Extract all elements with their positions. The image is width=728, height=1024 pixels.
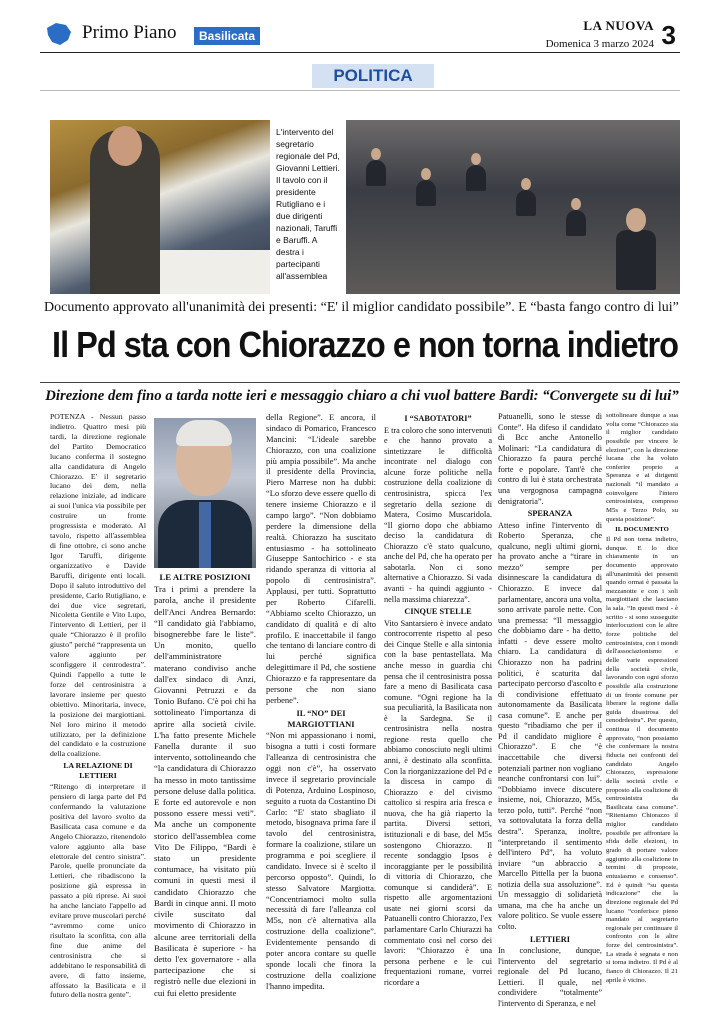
paragraph: Il Pd non torna indietro, dunque. E lo dice chiaramente in un documento approvato all'unanimità dei presenti quando ormai è passata la mezzanotte e con i soli margiottiani che lasciano la sala. “In questi mesi - è scritto - si sono susseguite interlocuzioni con le altre forze politiche del centrosinistra, con i mondi dell'associazionismo e delle varie espressioni della società civile, lavorando con ogni sforzo possibile alla costruzione di un fronte comune per liberare la regione dalla guida disastrosa del cenodrdestra”. Per questo, continua il documento approvato, “non possiamo che confermare la nostra fiducia nei confronti del candidato Angelo Chiorazzo, espressione della società civile e proposto alla coalizione di centrosinistra da Basilicata casa comune”. “Riteniamo Chiorazzo il miglior candidato possibile per affrontare la sfida delle elezioni, in grado di portare valore aggiunto alla coalizione in termini di proposte, entusiasmo e consenso”. Ed è quindi “su questa indicazione” che la direzione regionale del Pd lucano “conferisce pieno mandato al segretario regionale per continuare il confronto con le altre forze del centrosinistra”. La strada è segnata e non si torna indietro. Il Pd è al fianco di Chiorazzo. Il 21 aprile è vicino.: [606, 535, 678, 984]
article-kicker: Documento approvato all'unanimità dei presenti: “E' il miglior candidato possibile”. E “basta fango contro di lui”: [44, 300, 679, 315]
subheading: CINQUE STELLE: [404, 607, 472, 617]
audience-figure: [616, 230, 656, 290]
subheading: LE ALTRE POSIZIONI: [159, 572, 251, 582]
audience-figure: [566, 210, 586, 236]
audience-figure: [416, 180, 436, 206]
paragraph: della Regione”. E ancora, il sindaco di Pomarico, Francesco Mancini: “L'ideale sarebbe Chiorazzo, con una coalizione più ampia possibile”. Ma anche il presidente della Provincia, Piero Marrese non ha dubbi: “Lo sforzo deve essere quello di tenere insieme Chiorazzo e il campo largo”. “Non dobbiamo perdere la dimensione della realtà. Chiorazzo ha suscitato entusiasmo - ha sottolineato Giuseppe Santochirico - e sta ridando speranza di vittoria al popolo di centrosinistra”. Applausi, per tutti. Soprattutto per Roberto Cifarelli. “Abbiamo scelto Chiorazzo, un candidato di qualità e di alto profilo. E inaccettabile il fango che tentano di lanciare contro di lui perché significa delegittimare il Pd, che sostiene Chiorazzo e fa rappresentare da persone che non siano perbene”.: [266, 412, 376, 705]
newspaper-name: LA NUOVA: [583, 18, 654, 33]
audience-figure: [516, 190, 536, 216]
subheading: I “SABOTATORI”: [404, 414, 472, 423]
article-column-2: [154, 570, 256, 999]
audience-face: [371, 148, 381, 160]
audience-figure: [466, 165, 486, 191]
basilicata-map-icon: [44, 20, 74, 48]
paragraph: Vito Santarsiero è invece andato controcorrente rispetto al peso dei Cinque Stelle e alla sintonia con la base pentastellata. Ma anche messo in guardia chi pensa che il centrosinistra possa fare a meno di Basilicata casa comune. “Ogni regione ha la sua peculiarità, la Basilicata non è la Sardegna. Se il centrosinistra nella nostra regione resta quello che abbiamo conosciuto negli ultimi anni, è destinato alla sconfitta. Con la riorganizzazione del Pd e la discesa in campo di Chiorazzo e del civismo cattolico si respira aria fresca e nuova, che ha già riaperto la partita. Diversi settori, istituzionali e di base, del M5s sostengono Chiorazzo. Il recente sondaggio Ipsos è incoraggiante per le possibilità di vittoria di Chiorazzo, che comunque si candiderà”. E rispetto alle argomentazioni usate nei giorni scorsi da Patuanelli contro Chiorazzo, l'ex parlamentare Carlo Chiurazzi ha commentato così nel corso dei lavori: “Chiorazzo è una persona perbene e le cui frequentazioni romane, vorrei ricordare a: [384, 618, 492, 987]
paragraph: POTENZA - Nessun passo indietro. Quattro mesi più tardi, la direzione regionale del Partito Democratico lucano conferma il sostegno alla candidatura di Angelo Chiorazzo. E' il segretario lucano dei dem, nella relazione iniziale, ad indicare ai suoi l'unica via possibile per costruire un fronte progressista e moderato. Al tavolo, rispetto all'assemblea di fine ottobre, ci sono anche Igor Taruffi, dirigente organizzativo e Davide Baruffi, dirigente enti locali. Dopo il saluto introduttivo del presidente, Carlo Rutigliano, e dei due vice segretari, Nicoletta Gentile e Vito Lupo, l'intervento di Lettieri, per il quale “Chiorazzo è il profilo giusto” perché “rappresenta un valore aggiunto per sconfiggere il centrodestra”. Quindi l'appello a tutte le forze del centrosinistra a lavorare insieme per questo obiettivo. Minoritaria, invece, la posizione dei margiottiani. Nel loro mirino il metodo utilizzato, per la definizione del candidato e la costruzione della coalizione.: [50, 412, 146, 759]
table-shape: [160, 250, 270, 294]
paragraph: In conclusione, dunque, l'intervento del segretario regionale del Pd lucano, Lettieri. Il quale, nel condividere “totalmente” l'intervento di Speranza, e nel: [498, 946, 602, 1008]
region-badge: Basilicata: [194, 27, 260, 45]
article-column-6: [606, 412, 678, 985]
chiorazzo-portrait: [154, 418, 256, 568]
audience-face: [626, 208, 646, 232]
subheading: IL DOCUMENTO: [615, 526, 669, 534]
audience-face: [571, 198, 581, 210]
article-column-3: [266, 412, 376, 991]
audience-face: [471, 153, 481, 165]
section-title: Primo Piano: [82, 22, 177, 43]
subheading: LA RELAZIONE DI LETTIERI: [63, 761, 133, 781]
divider: [40, 382, 680, 383]
subheading: IL “NO” DEI MARGIOTTIANI: [287, 707, 355, 729]
section-band: POLITICA: [312, 64, 434, 88]
subheading: LETTIERI: [530, 934, 570, 944]
paragraph: “Non mi appassionano i nomi, bisogna a tutti i costi formare l'alleanza di centrosinistra che oggi non c'è”, ha osservato invece il segretario provinciale di Potenza, Arduino Lospinoso, seguito a ruota da Costantino Di Carlo: “E' stato sbagliato il metodo, bisognava prima fare il tavolo del centrosinistra, formare la coalizione, stilare un programma e poi scegliere il candidato. Invece si è scelto il percorso opposto”. Quindi, lo stesso Salvatore Margiotta. “Concentriamoci molto sulla necessità di fare l'alleanza col M5s, non c'è alternativa alla costruzione della coalizione”. Evidentemente pensando di poter ancora contare su quelle sponde locali che finora la costruzione della coalizione l'hanno impedita.: [266, 730, 376, 991]
page-number: 3: [661, 20, 676, 50]
audience-face: [521, 178, 531, 190]
subheading: SPERANZA: [527, 509, 573, 519]
audience-face: [421, 168, 431, 180]
paragraph: “Ritengo di interpretare il pensiero di larga parte del Pd confermando la valutazione positiva del lavoro svolto da Basilicata casa comune e da Angelo Chiorazzo, ritenendolo valore aggiunto alla base elettorale del centro sinistra”. Parole, quelle pronunciate da Lettieri, che ribadiscono la posizione già espressa in passato a più riprese. Ai suoi ha anche lanciato l'appello ad evitare prove muscolari perché “avremmo come unico risultato la sconfitta, con alla fine due anime del centrosinistra che si addebitano le responsabilità di avere, di fatto insieme, affossato la Basilicata e il futuro della nostra gente”.: [50, 782, 146, 1000]
article-column-5: [498, 412, 602, 1010]
divider: [40, 90, 680, 91]
portrait-tie: [199, 502, 211, 568]
newspaper-page: [40, 10, 680, 1020]
issue-date: Domenica 3 marzo 2024: [545, 38, 654, 50]
page-header: [40, 18, 680, 53]
article-deck: Direzione dem fino a tarda notte ieri e messaggio chiaro a chi vuol battere Bardi: “Convergete su di lui”: [45, 388, 679, 404]
audience-figure: [366, 160, 386, 186]
paragraph: sottolineare dunque a sua volta come “Chiorazzo sia il miglior candidato possibile per vincere le elezioni”, con la direzione lucana che ha voluto conferire proprio a Speranza e ai dirigenti nazionali “il mandato a coinvolgere l'intero centrosinistra, compreso M5s e Terzo Polo, su questa posizione”.: [606, 412, 678, 523]
speaker-head: [108, 126, 142, 166]
portrait-hair: [176, 420, 232, 446]
article-column-4: [384, 412, 492, 988]
article-column-1: [50, 412, 146, 1000]
audience-photo: [346, 120, 680, 294]
photo-caption: L'intervento del segretario regionale del Pd, Giovanni Lettieri. Il tavolo con il presidente Rutigliano e i due dirigenti nazionali, Taruffi e Baruffi. A destra i partecipanti all'assemblea: [276, 127, 340, 281]
paragraph: Tra i primi a prendere la parola, anche il presidente dell'Anci Andrea Bernardo: “Il candidato già l'abbiamo, bisognerebbe fare le liste”. Un monito, quello dell'amministratore materano condiviso anche dall'ex sindaco di Anzi, Giovanni Petruzzi e da Tonio Bufano. C'è poi chi ha sottolineato l'importanza di aprire alla società civile. L'ha fatto presente Michele Fanella durante il suo intervento, sottolineando che “la candidatura di Chiorazzo ha messo in moto tantissime persone deluse dalla politica. E forte ed autorevole e non possono essere messi veti”. Ma anche un componente storico dell'assemblea come Vito De Filippo, “Bardi è stato un presidente contumace, ha visitato più comuni in questi mesi il candidato Chiorazzo che Bardi in cinque anni. Il moto civile suscitato dal movimento di Chiorazzo in alcune aree territoriali della Basilicata è superiore - ha detto l'ex governatore - alla partecipazione che si registrò nelle due elezioni in cui fui eletto presidente: [154, 584, 256, 998]
paragraph: Patuanelli, sono le stesse di Conte”. Ha difeso il candidato di Bcc anche Antonello Molinari: “La candidatura di Chiorazzo fa paura perché forte e popolare. Tant'è che contro di lui è stata orchestrata una vergognosa campagna denigratoria”.: [498, 412, 602, 506]
speaker-photo: [50, 120, 270, 294]
article-headline: Il Pd sta con Chiorazzo e non torna indietro: [52, 325, 678, 365]
paragraph: Atteso infine l'intervento di Roberto Speranza, che qualcuno, negli ultimi giorni, ha provato anche a “tirare in mezzo” sempre per disinnescare la candidatura di Chiorazzo. E invece dal parlamentare, ancora una volta, sono arrivate parole nette. Con una premessa: “Il messaggio che dobbiamo dare - ha detto, infatti - deve essere molto chiaro. La candidatura di Chiorazzo non ha padrini politici, è scaturita dal partecipato percorso d'ascolto e di condivisione effettuato autonomamente da Basilicata casa comune”. E anche per questo “ribadiamo che per il Pd il candidato migliore è Chiorazzo”. E che “è inaccettabile che diversi potenziali partner non vogliano neanche confrontarsi con lui”. “Dobbiamo invece discutere insieme, noi, Chiorazzo, M5s, terzo polo, tutti”. Perché “non va sottovalutata la forza della destra”. Speranza, inoltre, “interpretando il sentimento dell'intero Pd”, ha voluto inviare “un abbraccio a Marcello Pittella per la buona notizia della sua assoluzione”. Un messaggio di solidarietà umana, ma che ha anche un valore politico. Se vuole essere colto.: [498, 520, 602, 931]
paragraph: E tra coloro che sono intervenuti e che hanno provato a sintetizzare le difficoltà incontrate nel dialogo con alcune forze politiche nella costruzione della coalizione di centrosinistra, spicca l'ex segretario della sezione di Matera, Cosimo Muscaridola. “Il giorno dopo che abbiamo deciso la candidatura di Chiorazzo c'è stato qualcuno, anche del Pd, che ha operato per sabotarla. Non ci sono alternative a Chiorazzo. Si vada avanti - ha quindi aggiunto - nella massima chiarezza”.: [384, 425, 492, 604]
